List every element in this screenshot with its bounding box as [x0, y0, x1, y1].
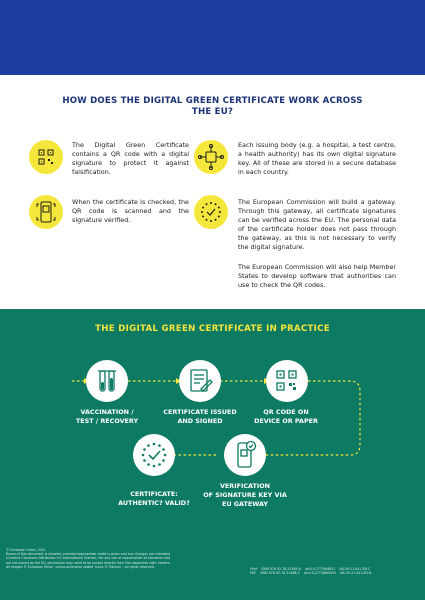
eu-stars-check-icon	[194, 195, 228, 229]
step-label-vaccination: VACCINATION / TEST / RECOVERY	[75, 408, 139, 425]
top-banner	[0, 0, 425, 75]
step-certificate-issued-icon	[179, 360, 221, 402]
step-label-authentic: CERTIFICATE: AUTHENTIC? VALID?	[118, 490, 190, 507]
info-text-software: The European Commission will also help Member States to develop software that authorities can use to check the QR codes.	[238, 263, 396, 289]
step-label-qr-code: QR CODE ON DEVICE OR PAPER	[254, 408, 318, 425]
step-verification-icon	[224, 434, 266, 476]
step-vaccination-icon	[86, 360, 128, 402]
step-label-verification: VERIFICATION OF SIGNATURE KEY VIA EU GATEWAY	[203, 482, 287, 508]
publication-info	[250, 567, 375, 575]
step-label-certificate-issued: CERTIFICATE ISSUED AND SIGNED	[163, 408, 237, 425]
certificate-network-icon	[194, 140, 228, 174]
publication-row-pdf: PDF ISBN 978-92-76-31488-2 doi:10.2775/865005 NA-09-21-041-EN-N	[250, 571, 372, 576]
info-text-qr: The Digital Green Certificate contains a QR code with a digital signature to protect it against falsification.	[72, 141, 189, 176]
publication-row-print: Print ISBN 978-92-76-31464-6 doi:10.2775/84631 NA-09-21-041-EN-C	[250, 567, 371, 571]
copyright-notice: © European Union, 2021 Reuse of this document is allowed, provided appropriate credit is given and any changes are indicated (Creative Commons Attribution 4.0 International license). For any use or reproduction of elements that are not owned by the EU, permission may need to be sought directly from the respective right holders. All images © European Union, unless otherwise stated. Icons © Flaticon – all rights reserved.	[6, 548, 171, 569]
info-text-signature-key: Each issuing body (e.g. a hospital, a test centre, a health authority) has its own digital signature key. All of these are stored in a secure database in each country.	[238, 141, 396, 176]
section-title-in-practice: THE DIGITAL GREEN CERTIFICATE IN PRACTICE	[95, 324, 330, 334]
qr-code-icon	[29, 140, 63, 174]
info-text-scan: When the certificate is checked, the QR code is scanned and the signature verified.	[72, 198, 189, 224]
step-qr-code-icon	[266, 360, 308, 402]
step-authentic-check-icon	[133, 434, 175, 476]
phone-scan-icon	[29, 195, 63, 229]
section-title-how-it-works: HOW DOES THE DIGITAL GREEN CERTIFICATE WORK ACROSS THE EU?	[62, 96, 363, 117]
info-text-gateway: The European Commission will build a gateway. Through this gateway, all certificate signatures can be verified across the EU. The personal data of the certificate holder does not pass through the gateway, as this is not necessary to verify the digital signature.	[238, 198, 396, 251]
